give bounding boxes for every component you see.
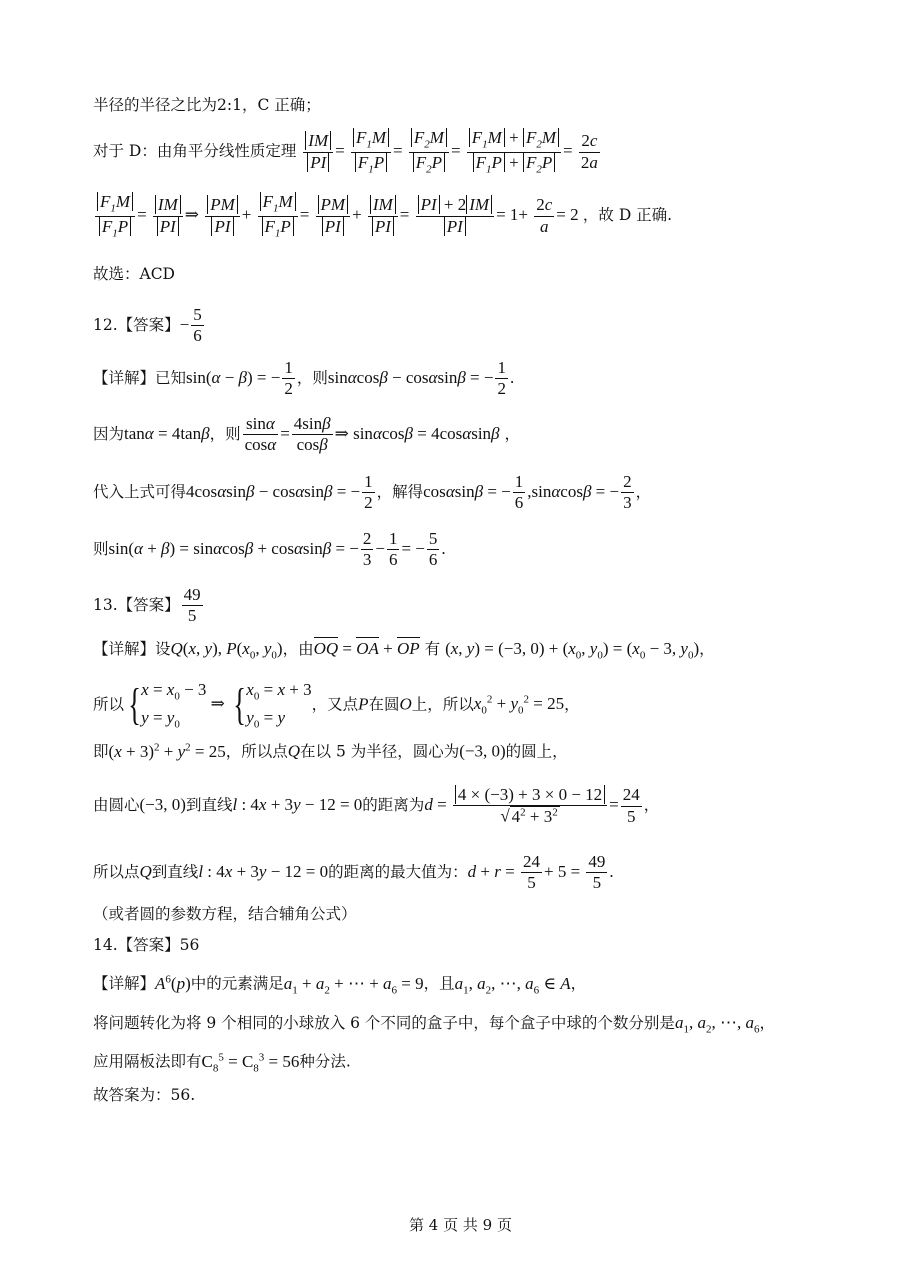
line-d-derivation: $\frac{F_1M}{F_1P}$ = $\frac{IM}{PI}$ ⇒ $\frac{PM}{PI}$ + $\frac{F_1M}{F_1P}$ = $\frac{PM}{PI}$ + $\frac{IM}{PI}$ = $\frac{PI + 2 IM}{PI}$ = 1+ $\frac{2c}{a}$ = 2 ，故 D 正确.: [93, 192, 672, 240]
q13-detail-5: 所以点Q到直线l : 4x + 3y − 12 = 0的距离的最大值为：d + r = $\frac{24}{5}$ + 5 = $\frac{49}{5}$ .: [93, 852, 614, 893]
q12-detail-1: 【详解】已知sin(α − β) = − $\frac{1}{2}$ ，则sinαcosβ − cosαsinβ = − $\frac{1}{2}$ .: [93, 358, 515, 399]
q14-detail-3: 应用隔板法即有$C_8^5 = C_8^3 = 56$种分法.: [93, 1051, 351, 1075]
q13-answer: 13.【答案】 $\frac{49}{5}$: [93, 585, 201, 626]
q13-note: （或者圆的参数方程，结合辅角公式）: [93, 905, 357, 923]
line-choice: 故选：ACD: [93, 265, 175, 283]
q12-detail-3: 代入上式可得4cosαsinβ − cosαsinβ = − $\frac{1}{2}$ ，解得cosαsinβ = − $\frac{1}{6}$ ,sinαcosβ = − $\frac{2}{3}$ ，: [93, 472, 652, 513]
q12-answer: 12.【答案】− $\frac{5}{6}$: [93, 305, 202, 346]
q13-detail-4: 由圆心(−3, 0)到直线l : 4x + 3y − 12 = 0的距离为d = $\frac{4 \times (-3) + 3 \times 0 - 12}{√ 4^2 + 3^2}$ = $\frac{24}{5}$ ，: [93, 785, 660, 827]
line-c-correct: 半径的半径之比为2:1，C 正确；: [93, 96, 321, 114]
page-footer: 第 4 页 共 9 页: [409, 1216, 512, 1234]
q14-final: 故答案为：56.: [93, 1086, 196, 1104]
q14-answer: 14.【答案】56: [93, 936, 200, 954]
q13-detail-2: 所以{ $x = x_0 - 3$ $y = y_0$ ⇒ { $x_0 = x + 3$ $y_0 = y$ ，又点P在圆O上，所以$x_0^2 + y_0^2 = 25$，: [93, 680, 580, 731]
q14-detail-1: 【详解】$A^6(p)$中的元素满足$a_1 + a_2$ + ⋯ + $a_6 = 9$，且$a_1$, $a_2$, ⋯, $a_6$ ∈ A，: [93, 973, 587, 997]
q12-detail-4: 则sin(α + β) = sinαcosβ + cosαsinβ = − $\frac{2}{3}$ − $\frac{1}{6}$ = − $\frac{5}{6}$ .: [93, 529, 446, 570]
q12-detail-2: 因为tanα = 4tanβ，则 $\frac{\sin\alpha}{\cos\alpha}$ = $\frac{4\sin\beta}{\cos\beta}$ ⇒ sinαcosβ = 4cosαsinβ ，: [93, 414, 520, 455]
q13-detail-3: 即$(x + 3)^2 + y^2 = 25$，所以点Q在以 5 为半径，圆心为(−3, 0)的圆上，: [93, 741, 568, 761]
line-d-theorem: 对于 D：由角平分线性质定理 $\frac{IM}{PI}$ = $\frac{F_1M}{F_1P}$ = $\frac{F_2M}{F_2P}$ = $\frac{F_1M + F_2M}{F_1P + F_2P}$ = $\frac{2c}{2a}$: [93, 128, 598, 175]
q13-detail-1: 【详解】设Q(x, y), $P(x_0$, $y_0$)，由OQ = OA + OP 有 (x, y) = (−3, $0) + (x_0$, $y_0) = (x_0 - 3$, $y_0$)，: [93, 639, 715, 662]
q14-detail-2: 将问题转化为将 9 个相同的小球放入 6 个不同的盒子中，每个盒子中球的个数分别是$a_1$, $a_2$, ⋯, $a_6$，: [93, 1013, 775, 1036]
